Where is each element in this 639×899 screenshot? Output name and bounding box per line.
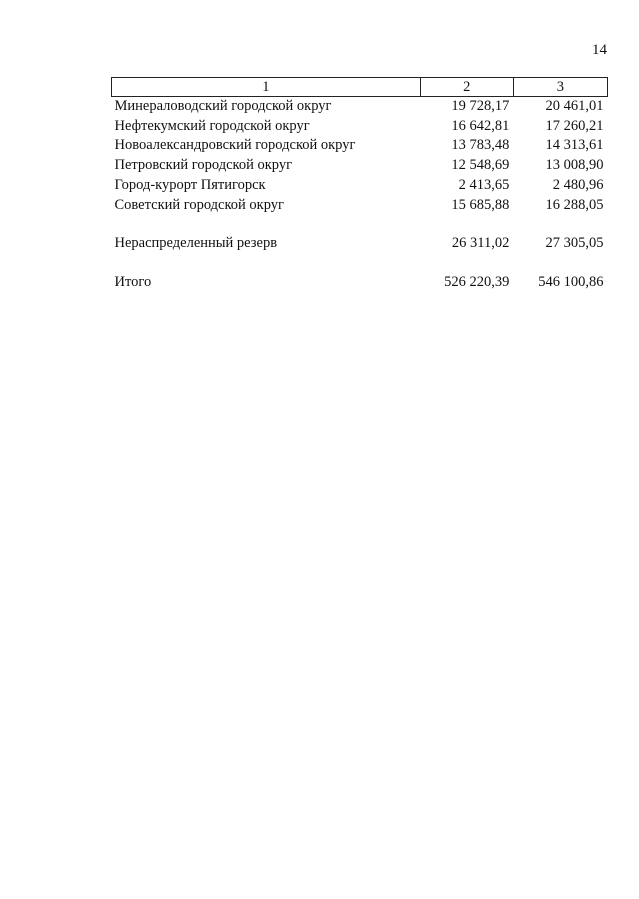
column-header-3: 3 <box>513 78 607 97</box>
table-row <box>112 196 608 216</box>
total-col-2: 526 220,39 <box>444 273 510 290</box>
amount-col-3: 16 288,05 <box>545 196 604 213</box>
column-header-2: 2 <box>420 78 513 97</box>
table-row <box>112 136 608 156</box>
table-row <box>112 97 608 117</box>
table-header-row <box>112 78 608 97</box>
table-row <box>112 156 608 176</box>
amount-col-3: 2 480,96 <box>552 176 604 193</box>
municipality-name: Новоалександровский городской округ <box>114 137 356 154</box>
spacer-cell <box>112 254 608 273</box>
reserve-col-3: 27 305,05 <box>545 235 604 252</box>
reserve-name: Нераспределенный резерв <box>114 235 278 252</box>
amount-col-3: 13 008,90 <box>545 157 604 174</box>
table-row <box>112 176 608 196</box>
amount-col-3: 20 461,01 <box>545 98 604 114</box>
spacer-cell <box>112 215 608 234</box>
municipality-name: Минераловодский городской округ <box>114 98 332 114</box>
total-label: Итого <box>114 273 152 290</box>
municipality-name: Нефтекумский городской округ <box>114 117 310 134</box>
municipality-name: Петровский городской округ <box>114 157 293 174</box>
column-header-1: 1 <box>112 78 421 97</box>
allocation-table <box>111 77 608 293</box>
amount-col-2: 15 685,88 <box>451 196 510 213</box>
amount-col-3: 14 313,61 <box>545 137 604 154</box>
total-col-3: 546 100,86 <box>538 273 604 290</box>
reserve-row <box>112 234 608 254</box>
total-row <box>112 273 608 293</box>
amount-col-3: 17 260,21 <box>545 117 604 134</box>
amount-col-2: 19 728,17 <box>451 98 510 114</box>
table-row <box>112 117 608 137</box>
amount-col-2: 13 783,48 <box>451 137 510 154</box>
amount-col-2: 2 413,65 <box>458 176 510 193</box>
reserve-col-2: 26 311,02 <box>451 235 510 252</box>
amount-col-2: 16 642,81 <box>451 117 510 134</box>
municipality-name: Город-курорт Пятигорск <box>114 176 266 193</box>
spacer-row <box>112 215 608 234</box>
amount-col-2: 12 548,69 <box>451 157 510 174</box>
municipality-name: Советский городской округ <box>114 196 284 213</box>
page-number: 14 <box>592 42 607 58</box>
spacer-row <box>112 254 608 273</box>
